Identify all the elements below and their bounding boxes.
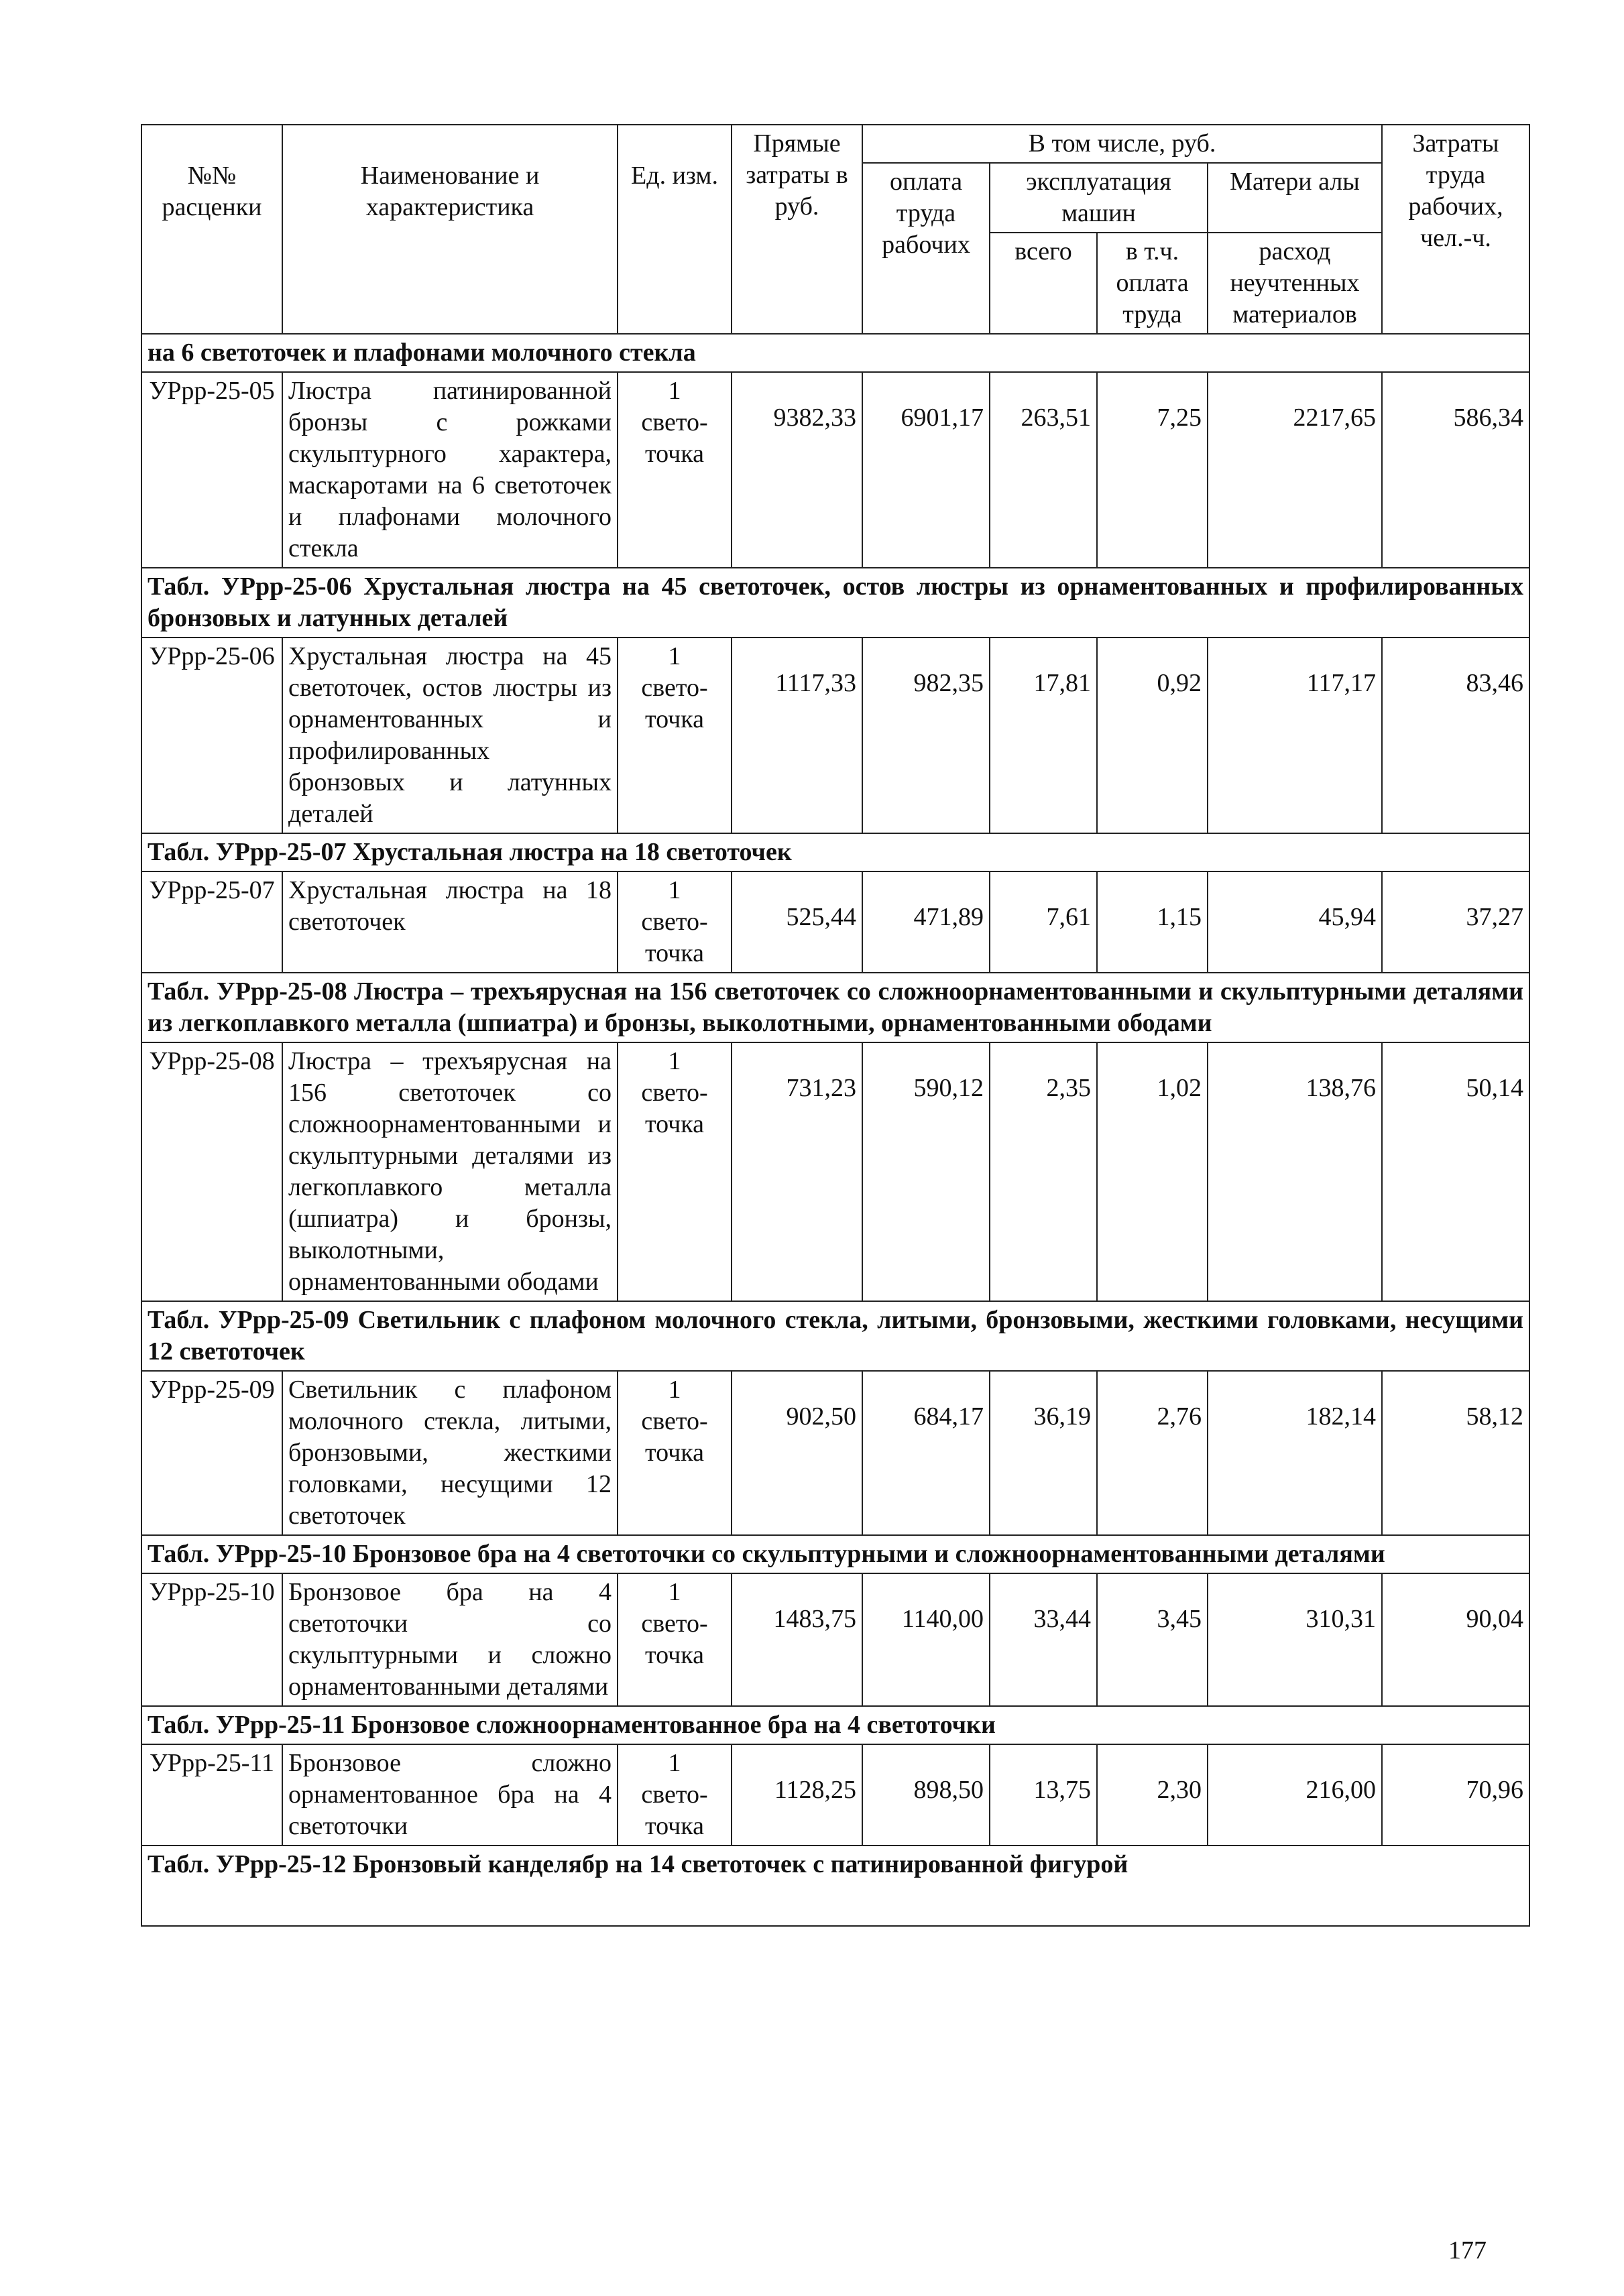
table-title: Табл. УРрр-25-09 Светильник с плафоном молочного стекла, литыми, бронзовыми, жесткими головками, несущими 12 светоточек <box>141 1301 1529 1371</box>
wage-cost: 471,89 <box>862 871 990 973</box>
machine-total: 13,75 <box>990 1744 1097 1846</box>
material-cost: 216,00 <box>1208 1744 1382 1846</box>
item-name: Хрустальная люстра на 45 светоточек, остов люстры из орнаментованных и профилированных бронзовых и латунных деталей <box>282 638 618 833</box>
header-labor: Затраты труда рабочих, чел.-ч. <box>1382 125 1529 334</box>
unit-name: свето-точка <box>641 1780 708 1840</box>
table-title: Табл. УРрр-25-07 Хрустальная люстра на 18 светоточек <box>141 833 1529 871</box>
unit-quantity: 1 <box>668 876 681 904</box>
item-name: Бронзовое сложно орнаментованное бра на 4 светоточки <box>282 1744 618 1846</box>
machine-wage: 2,76 <box>1097 1371 1208 1535</box>
rate-code: УРрр-25-09 <box>141 1371 282 1535</box>
rate-code: УРрр-25-05 <box>141 372 282 568</box>
table-row <box>141 1371 1529 1535</box>
header-including: В том числе, руб. <box>862 125 1382 163</box>
unit-cell <box>618 638 732 833</box>
machine-total: 263,51 <box>990 372 1097 568</box>
item-name: Люстра – трехъярусная на 156 светоточек со сложноорнаментованными и скульптурными деталями из легкоплавкого металла (шпиатра) и бронзы, выколотными, орнаментованными ободами <box>282 1042 618 1301</box>
table-title-row <box>141 568 1529 638</box>
unit-quantity: 1 <box>668 1578 681 1606</box>
wage-cost: 590,12 <box>862 1042 990 1301</box>
table-title: Табл. УРрр-25-11 Бронзовое сложноорнаментованное бра на 4 светоточки <box>141 1706 1529 1744</box>
machine-wage: 7,25 <box>1097 372 1208 568</box>
labor-cost: 50,14 <box>1382 1042 1529 1301</box>
continuation-title: на 6 светоточек и плафонами молочного стекла <box>141 334 1529 372</box>
price-table <box>141 124 1530 1927</box>
unit-cell <box>618 1042 732 1301</box>
labor-cost: 83,46 <box>1382 638 1529 833</box>
table-title-row <box>141 1706 1529 1744</box>
table-title: Табл. УРрр-25-08 Люстра – трехъярусная на 156 светоточек со сложноорнаментованными и скульптурными деталями из легкоплавкого металла (шпиатра) и бронзы, выколотными, орнаментованными ободами <box>141 973 1529 1042</box>
direct-cost: 9382,33 <box>732 372 862 568</box>
unit-cell <box>618 871 732 973</box>
item-name: Люстра патинированной бронзы с рожками скульптурного характера, маскаротами на 6 светоточек и плафонами молочного стекла <box>282 372 618 568</box>
labor-cost: 70,96 <box>1382 1744 1529 1846</box>
unit-quantity: 1 <box>668 377 681 405</box>
unit-quantity: 1 <box>668 1047 681 1075</box>
material-cost: 117,17 <box>1208 638 1382 833</box>
machine-total: 36,19 <box>990 1371 1097 1535</box>
wage-cost: 982,35 <box>862 638 990 833</box>
header-wage: оплата труда рабочих <box>862 163 990 334</box>
labor-cost: 586,34 <box>1382 372 1529 568</box>
machine-total: 7,61 <box>990 871 1097 973</box>
table-title-row <box>141 973 1529 1042</box>
unit-name: свето-точка <box>641 1610 708 1669</box>
table-title: Табл. УРрр-25-06 Хрустальная люстра на 45 светоточек, остов люстры из орнаментованных и профилированных бронзовых и латунных деталей <box>141 568 1529 638</box>
machine-total: 2,35 <box>990 1042 1097 1301</box>
rate-code: УРрр-25-07 <box>141 871 282 973</box>
table-row <box>141 871 1529 973</box>
item-name: Светильник с плафоном молочного стекла, литыми, бронзовыми, жесткими головками, несущими 12 светоточек <box>282 1371 618 1535</box>
machine-total: 33,44 <box>990 1573 1097 1706</box>
material-cost: 182,14 <box>1208 1371 1382 1535</box>
unit-name: свето-точка <box>641 1407 708 1467</box>
rate-code: УРрр-25-11 <box>141 1744 282 1846</box>
rate-code: УРрр-25-06 <box>141 638 282 833</box>
unit-cell <box>618 372 732 568</box>
unit-quantity: 1 <box>668 1376 681 1404</box>
item-name: Бронзовое бра на 4 светоточки со скульптурными и сложно орнаментованными деталями <box>282 1573 618 1706</box>
unit-name: свето-точка <box>641 674 708 733</box>
header-material-sub: расход неучтенных материалов <box>1208 233 1382 334</box>
table-title-row <box>141 1535 1529 1573</box>
direct-cost: 731,23 <box>732 1042 862 1301</box>
machine-wage: 1,02 <box>1097 1042 1208 1301</box>
header-machine-total: всего <box>990 233 1097 334</box>
wage-cost: 6901,17 <box>862 372 990 568</box>
header-row-1 <box>141 125 1529 163</box>
unit-name: свето-точка <box>641 908 708 967</box>
direct-cost: 525,44 <box>732 871 862 973</box>
header-machine: эксплуатация машин <box>990 163 1208 233</box>
unit-name: свето-точка <box>641 408 708 468</box>
direct-cost: 1117,33 <box>732 638 862 833</box>
header-unit: Ед. изм. <box>618 125 732 334</box>
direct-cost: 1128,25 <box>732 1744 862 1846</box>
header-code: №№ расценки <box>141 125 282 334</box>
unit-cell <box>618 1573 732 1706</box>
wage-cost: 898,50 <box>862 1744 990 1846</box>
header-machine-wage: в т.ч. оплата труда <box>1097 233 1208 334</box>
final-table-title: Табл. УРрр-25-12 Бронзовый канделябр на 14 светоточек с патинированной фигурой <box>141 1846 1529 1926</box>
material-cost: 310,31 <box>1208 1573 1382 1706</box>
machine-wage: 2,30 <box>1097 1744 1208 1846</box>
unit-quantity: 1 <box>668 642 681 670</box>
wage-cost: 684,17 <box>862 1371 990 1535</box>
table-title-row <box>141 1301 1529 1371</box>
material-cost: 45,94 <box>1208 871 1382 973</box>
header-direct: Прямые затраты в руб. <box>732 125 862 334</box>
labor-cost: 58,12 <box>1382 1371 1529 1535</box>
header-name: Наименование и характеристика <box>282 125 618 334</box>
machine-total: 17,81 <box>990 638 1097 833</box>
continuation-title-row <box>141 334 1529 372</box>
item-name: Хрустальная люстра на 18 светоточек <box>282 871 618 973</box>
machine-wage: 1,15 <box>1097 871 1208 973</box>
price-table-sheet <box>141 124 1529 1927</box>
labor-cost: 90,04 <box>1382 1573 1529 1706</box>
table-title-row <box>141 1846 1529 1926</box>
unit-cell <box>618 1744 732 1846</box>
table-title-row <box>141 833 1529 871</box>
table-row <box>141 638 1529 833</box>
wage-cost: 1140,00 <box>862 1573 990 1706</box>
labor-cost: 37,27 <box>1382 871 1529 973</box>
rate-code: УРрр-25-08 <box>141 1042 282 1301</box>
direct-cost: 1483,75 <box>732 1573 862 1706</box>
rate-code: УРрр-25-10 <box>141 1573 282 1706</box>
unit-name: свето-точка <box>641 1079 708 1138</box>
table-title: Табл. УРрр-25-10 Бронзовое бра на 4 светоточки со скульптурными и сложноорнаментованными деталями <box>141 1535 1529 1573</box>
machine-wage: 3,45 <box>1097 1573 1208 1706</box>
unit-quantity: 1 <box>668 1749 681 1777</box>
table-row <box>141 1042 1529 1301</box>
table-row <box>141 1744 1529 1846</box>
material-cost: 2217,65 <box>1208 372 1382 568</box>
table-row <box>141 372 1529 568</box>
unit-cell <box>618 1371 732 1535</box>
machine-wage: 0,92 <box>1097 638 1208 833</box>
material-cost: 138,76 <box>1208 1042 1382 1301</box>
table-row <box>141 1573 1529 1706</box>
direct-cost: 902,50 <box>732 1371 862 1535</box>
page-number: 177 <box>1448 2236 1487 2264</box>
header-material: Матери алы <box>1208 163 1382 233</box>
